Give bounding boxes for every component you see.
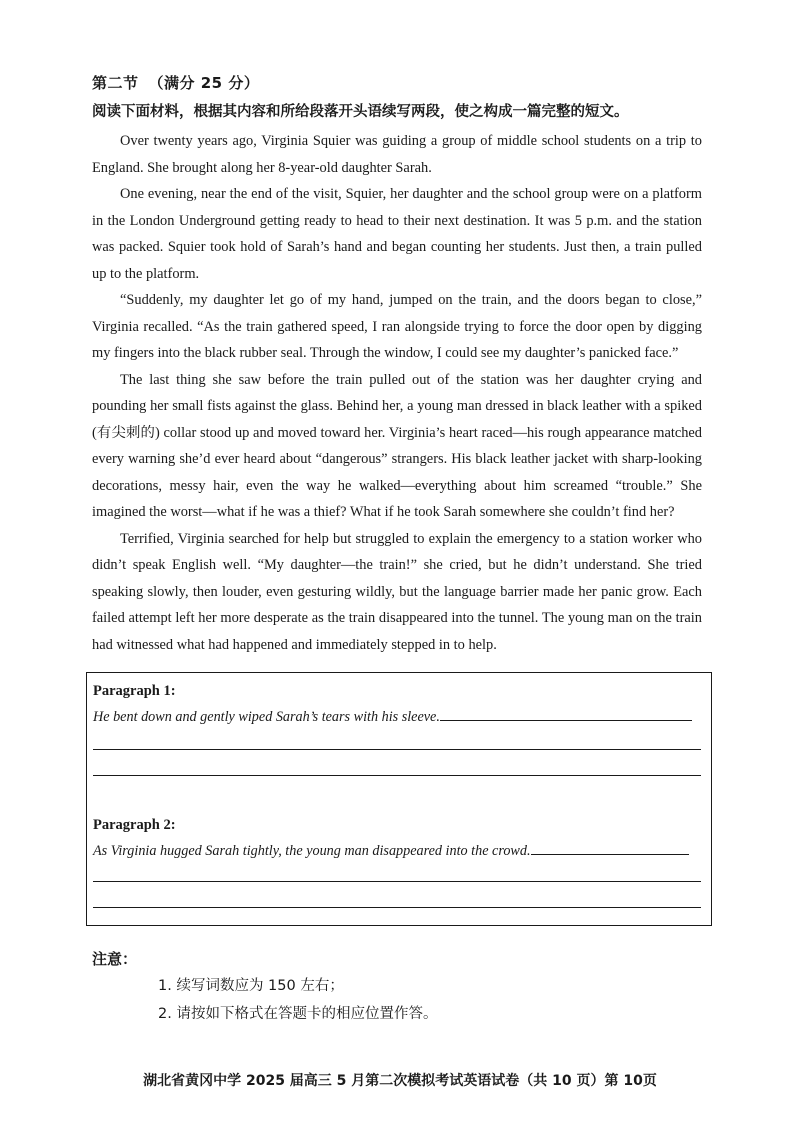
reading-passage bbox=[92, 128, 702, 658]
page-footer: 湖北省黄冈中学 2025 届高三 5 月第二次模拟考试英语试卷（共 10 页）第 10页 bbox=[143, 1073, 657, 1089]
passage-paragraph: One evening, near the end of the visit, Squier, her daughter and the school group were on a platform in the London Underground getting ready to head to their next destination. It was 5 p.m. and the station was packed. Squier took hold of Sarah’s hand and began counting her students. Just then, a train pulled up to the platform. bbox=[92, 186, 702, 282]
paragraph-2-start bbox=[93, 843, 689, 860]
paragraph-1-start bbox=[93, 709, 692, 726]
paragraph-2-start-text: As Virginia hugged Sarah tightly, the young man disappeared into the crowd. bbox=[93, 843, 531, 859]
passage-paragraph: The last thing she saw before the train pulled out of the station was her daughter crying and pounding her small fists against the glass. Behind her, a young man dressed in black leather with a spiked (有尖刺的) collar stood up and moved toward her. Virginia’s heart raced—his rough appearance matched every warning she’d ever heard about “dangerous” strangers. His black leather jacket with sharp-looking decorations, messy hair, even the way he walked—everything about him screamed “trouble.” She imagined the worst—what if he was a thief? What if he took Sarah somewhere she couldn’t find her? bbox=[92, 371, 702, 520]
task-instruction: 阅读下面材料，根据其内容和所给段落开头语续写两段，使之构成一篇完整的短文。 bbox=[92, 104, 629, 120]
writing-line[interactable] bbox=[93, 749, 701, 750]
passage-paragraph: “Suddenly, my daughter let go of my hand, jumped on the train, and the doors began to close,” Virginia recalled. “As the train gathered speed, I ran alongside trying to force the door open by digging my fingers into the black rubber seal. Through the window, I could see my daughter’s panicked face.” bbox=[92, 292, 702, 361]
note-item: 1. 续写词数应为 150 左右； bbox=[158, 978, 344, 994]
passage-paragraph: Terrified, Virginia searched for help but struggled to explain the emergency to a station worker who didn’t speak English well. “My daughter—the train!” she cried, but he didn’t understand. She tried speaking slowly, then louder, even gesturing wildly, but the language barrier made her panic grow. Each failed attempt left her more desperate as the train disappeared into the tunnel. The young man on the train had witnessed what had happened and immediately stepped in to help. bbox=[92, 530, 702, 653]
section-heading bbox=[92, 72, 259, 93]
paragraph-1-start-text: He bent down and gently wiped Sarah’s tears with his sleeve. bbox=[93, 709, 440, 725]
notes-title: 注意： bbox=[92, 950, 138, 968]
note-item: 2. 请按如下格式在答题卡的相应位置作答。 bbox=[158, 1006, 438, 1022]
writing-line[interactable] bbox=[93, 881, 701, 882]
writing-blank[interactable] bbox=[531, 854, 689, 855]
writing-blank[interactable] bbox=[440, 720, 692, 721]
paragraph-2-label: Paragraph 2: bbox=[93, 817, 176, 833]
paragraph-1-label: Paragraph 1: bbox=[93, 683, 176, 699]
section-title: 第二节 bbox=[92, 74, 139, 92]
writing-line[interactable] bbox=[93, 775, 701, 776]
passage-paragraph: Over twenty years ago, Virginia Squier was guiding a group of middle school students on a trip to England. She brought along her 8-year-old daughter Sarah. bbox=[92, 133, 702, 176]
writing-line[interactable] bbox=[93, 907, 701, 908]
answer-box bbox=[86, 672, 712, 926]
section-score: （满分 25 分） bbox=[148, 74, 260, 92]
